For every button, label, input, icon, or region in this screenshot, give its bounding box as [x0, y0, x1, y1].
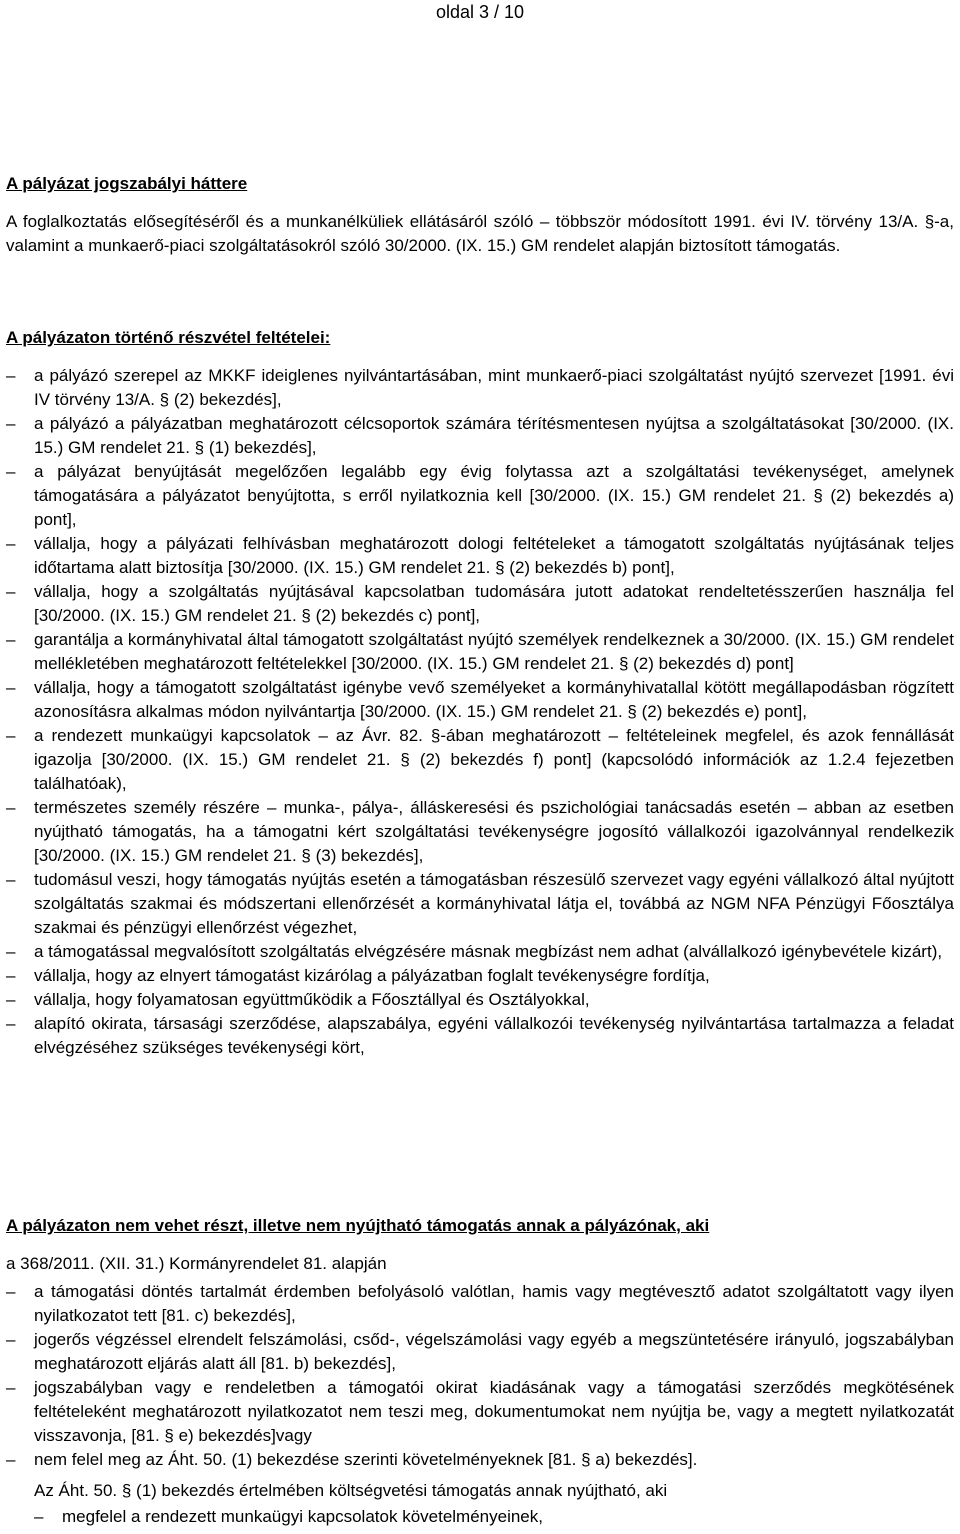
dash-bullet: –	[6, 966, 16, 985]
legal-background-text: A foglalkoztatás elősegítéséről és a munkanélküliek ellátásáról szóló – többször módosított 1991. évi IV. törvény 13/A. §-a, valamint a munkaerő-piaci szolgáltatásokról szóló 30/2000. (IX. 15.) GM rendelet alapján biztosított támogatás.	[6, 212, 954, 255]
exclusions-list	[6, 1280, 954, 1472]
list-item	[6, 460, 954, 532]
list-item	[6, 628, 954, 676]
list-item	[6, 412, 954, 460]
legal-background-heading: A pályázat jogszabályi háttere	[6, 174, 248, 193]
dash-bullet: –	[6, 582, 16, 601]
list-item-text: a támogatási döntés tartalmát érdemben befolyásoló valótlan, hamis vagy megtévesztő adatot szolgáltatott vagy ilyen nyilatkozatot tett [81. c) bekezdés],	[34, 1282, 954, 1325]
dash-bullet: –	[6, 678, 16, 697]
list-item	[6, 676, 954, 724]
conditions-list	[6, 364, 954, 1060]
dash-bullet: –	[6, 414, 16, 433]
dash-bullet: –	[6, 726, 16, 745]
list-item-text: alapító okirata, társasági szerződése, alapszabálya, egyéni vállalkozói tevékenység nyilvántartása tartalmazza a feladat elvégzéséhez szükséges tevékenységi kört,	[34, 1014, 954, 1057]
list-item	[6, 868, 954, 940]
list-item	[6, 1280, 954, 1328]
list-item	[6, 1328, 954, 1376]
dash-bullet: –	[6, 534, 16, 553]
list-item-text: vállalja, hogy folyamatosan együttműködik a Főosztállyal és Osztályokkal,	[34, 990, 590, 1009]
list-item-text: a támogatással megvalósított szolgáltatás elvégzésére másnak megbízást nem adhat (alvállalkozó igénybevétele kizárt),	[34, 942, 943, 961]
list-item	[6, 964, 954, 988]
dash-bullet: –	[6, 1450, 16, 1469]
dash-bullet: –	[6, 630, 16, 649]
list-item-text: jogszabályban vagy e rendeletben a támogatói okirat kiadásának vagy a támogatási szerződés megkötésének feltételeként meghatározott nyilatkozatot nem teszi meg, dokumentumokat nem nyújtja be, vagy a megtett nyilatkozatát visszavonja, [81. § e) bekezdés]vagy	[34, 1378, 954, 1445]
list-item-text: jogerős végzéssel elrendelt felszámolási, csőd-, végelszámolási vagy egyéb a megszüntetésére irányuló, jogszabályban meghatározott eljárás alatt áll [81. b) bekezdés],	[34, 1330, 954, 1373]
dash-bullet: –	[6, 366, 16, 385]
dash-bullet: –	[6, 798, 16, 817]
list-item	[6, 1505, 954, 1529]
dash-bullet: –	[6, 1330, 16, 1349]
list-item	[6, 1376, 954, 1448]
list-item-text: a pályázat benyújtását megelőzően legalább egy évig folytassa azt a szolgáltatási tevékenységet, amelynek támogatására a pályázatot benyújtotta, s erről nyilatkoznia kell [30/2000. (IX. 15.) GM rendelet 21. § (2) bekezdés a) pont],	[34, 462, 954, 529]
list-item-text: garantálja a kormányhivatal által támogatott szolgáltatást nyújtó személyek rendelkeznek a 30/2000. (IX. 15.) GM rendelet mellékletében meghatározott feltételekkel [30/2000. (IX. 15.) GM rendelet 21. § (2) bekezdés d) pont]	[34, 630, 954, 673]
list-item-text: vállalja, hogy az elnyert támogatást kizárólag a pályázatban foglalt tevékenységre fordítja,	[34, 966, 710, 985]
dash-bullet: –	[6, 942, 16, 961]
list-item-text: tudomásul veszi, hogy támogatás nyújtás esetén a támogatásban részesülő szervezet vagy egyéni vállalkozó által nyújtott szolgáltatás szakmai és módszertani ellenőrzését a kormányhivatal látja el, továbbá az NGM NFA Pénzügyi Főosztálya szakmai és pénzügyi ellenőrzést végezhet,	[34, 870, 954, 937]
list-item	[6, 1448, 954, 1472]
dash-bullet: –	[6, 1282, 16, 1301]
exclusions-intro: a 368/2011. (XII. 31.) Kormányrendelet 81. alapján	[6, 1254, 387, 1273]
dash-bullet: –	[6, 990, 16, 1009]
list-item	[6, 532, 954, 580]
list-item	[6, 796, 954, 868]
list-item	[6, 580, 954, 628]
list-item-text: a pályázó a pályázatban meghatározott célcsoportok számára térítésmentesen nyújtsa a szolgáltatásokat [30/2000. (IX. 15.) GM rendelet 21. § (1) bekezdés],	[34, 414, 954, 457]
list-item	[6, 1012, 954, 1060]
exclusions-heading: A pályázaton nem vehet részt, illetve nem nyújtható támogatás annak a pályázónak, aki	[6, 1216, 710, 1235]
dash-bullet: –	[6, 870, 16, 889]
dash-bullet: –	[6, 462, 16, 481]
list-item	[6, 364, 954, 412]
list-item	[6, 724, 954, 796]
dash-bullet: –	[6, 1378, 16, 1397]
list-item-text: megfelel a rendezett munkaügyi kapcsolatok követelményeinek,	[62, 1507, 543, 1526]
aht-sublist	[6, 1505, 954, 1529]
conditions-heading: A pályázaton történő részvétel feltételei:	[6, 328, 331, 347]
page-number: oldal 3 / 10	[435, 2, 525, 22]
list-item-text: természetes személy részére – munka-, pálya-, álláskeresési és pszichológiai tanácsadás esetén – abban az esetben nyújtható támogatás, ha a támogatni kért szolgáltatási tevékenységre jogosító vállalkozói igazolvánnyal rendelkezik [30/2000. (IX. 15.) GM rendelet 21. § (3) bekezdés],	[34, 798, 954, 865]
list-item-text: vállalja, hogy a szolgáltatás nyújtásával kapcsolatban tudomására jutott adatokat rendeltetésszerűen használja fel [30/2000. (IX. 15.) GM rendelet 21. § (2) bekezdés c) pont],	[34, 582, 954, 625]
aht-note: Az Áht. 50. § (1) bekezdés értelmében költségvetési támogatás annak nyújtható, aki	[34, 1481, 668, 1500]
list-item-text: nem felel meg az Áht. 50. (1) bekezdése szerinti követelményeknek [81. § a) bekezdés].	[34, 1450, 698, 1469]
list-item-text: vállalja, hogy a pályázati felhívásban meghatározott dologi feltételeket a támogatott szolgáltatás nyújtásának teljes időtartama alatt biztosítja [30/2000. (IX. 15.) GM rendelet 21. § (2) bekezdés b) pont],	[34, 534, 954, 577]
dash-bullet: –	[6, 1014, 16, 1033]
dash-bullet: –	[34, 1507, 44, 1526]
list-item	[6, 988, 954, 1012]
list-item-text: a pályázó szerepel az MKKF ideiglenes nyilvántartásában, mint munkaerő-piaci szolgáltatást nyújtó szervezet [1991. évi IV törvény 13/A. § (2) bekezdés],	[34, 366, 954, 409]
list-item-text: vállalja, hogy a támogatott szolgáltatást igénybe vevő személyeket a kormányhivatallal kötött megállapodásban rögzített azonosításra alkalmas módon nyilvántartja [30/2000. (IX. 15.) GM rendelet 21. § (2) bekezdés e) pont],	[34, 678, 954, 721]
list-item	[6, 940, 954, 964]
list-item-text: a rendezett munkaügyi kapcsolatok – az Ávr. 82. §-ában meghatározott – feltételeinek megfelel, és azok fennállását igazolja [30/2000. (IX. 15.) GM rendelet 21. § (2) bekezdés f) pont] (kapcsolódó információk az 1.2.4 fejezetben találhatóak),	[34, 726, 954, 793]
